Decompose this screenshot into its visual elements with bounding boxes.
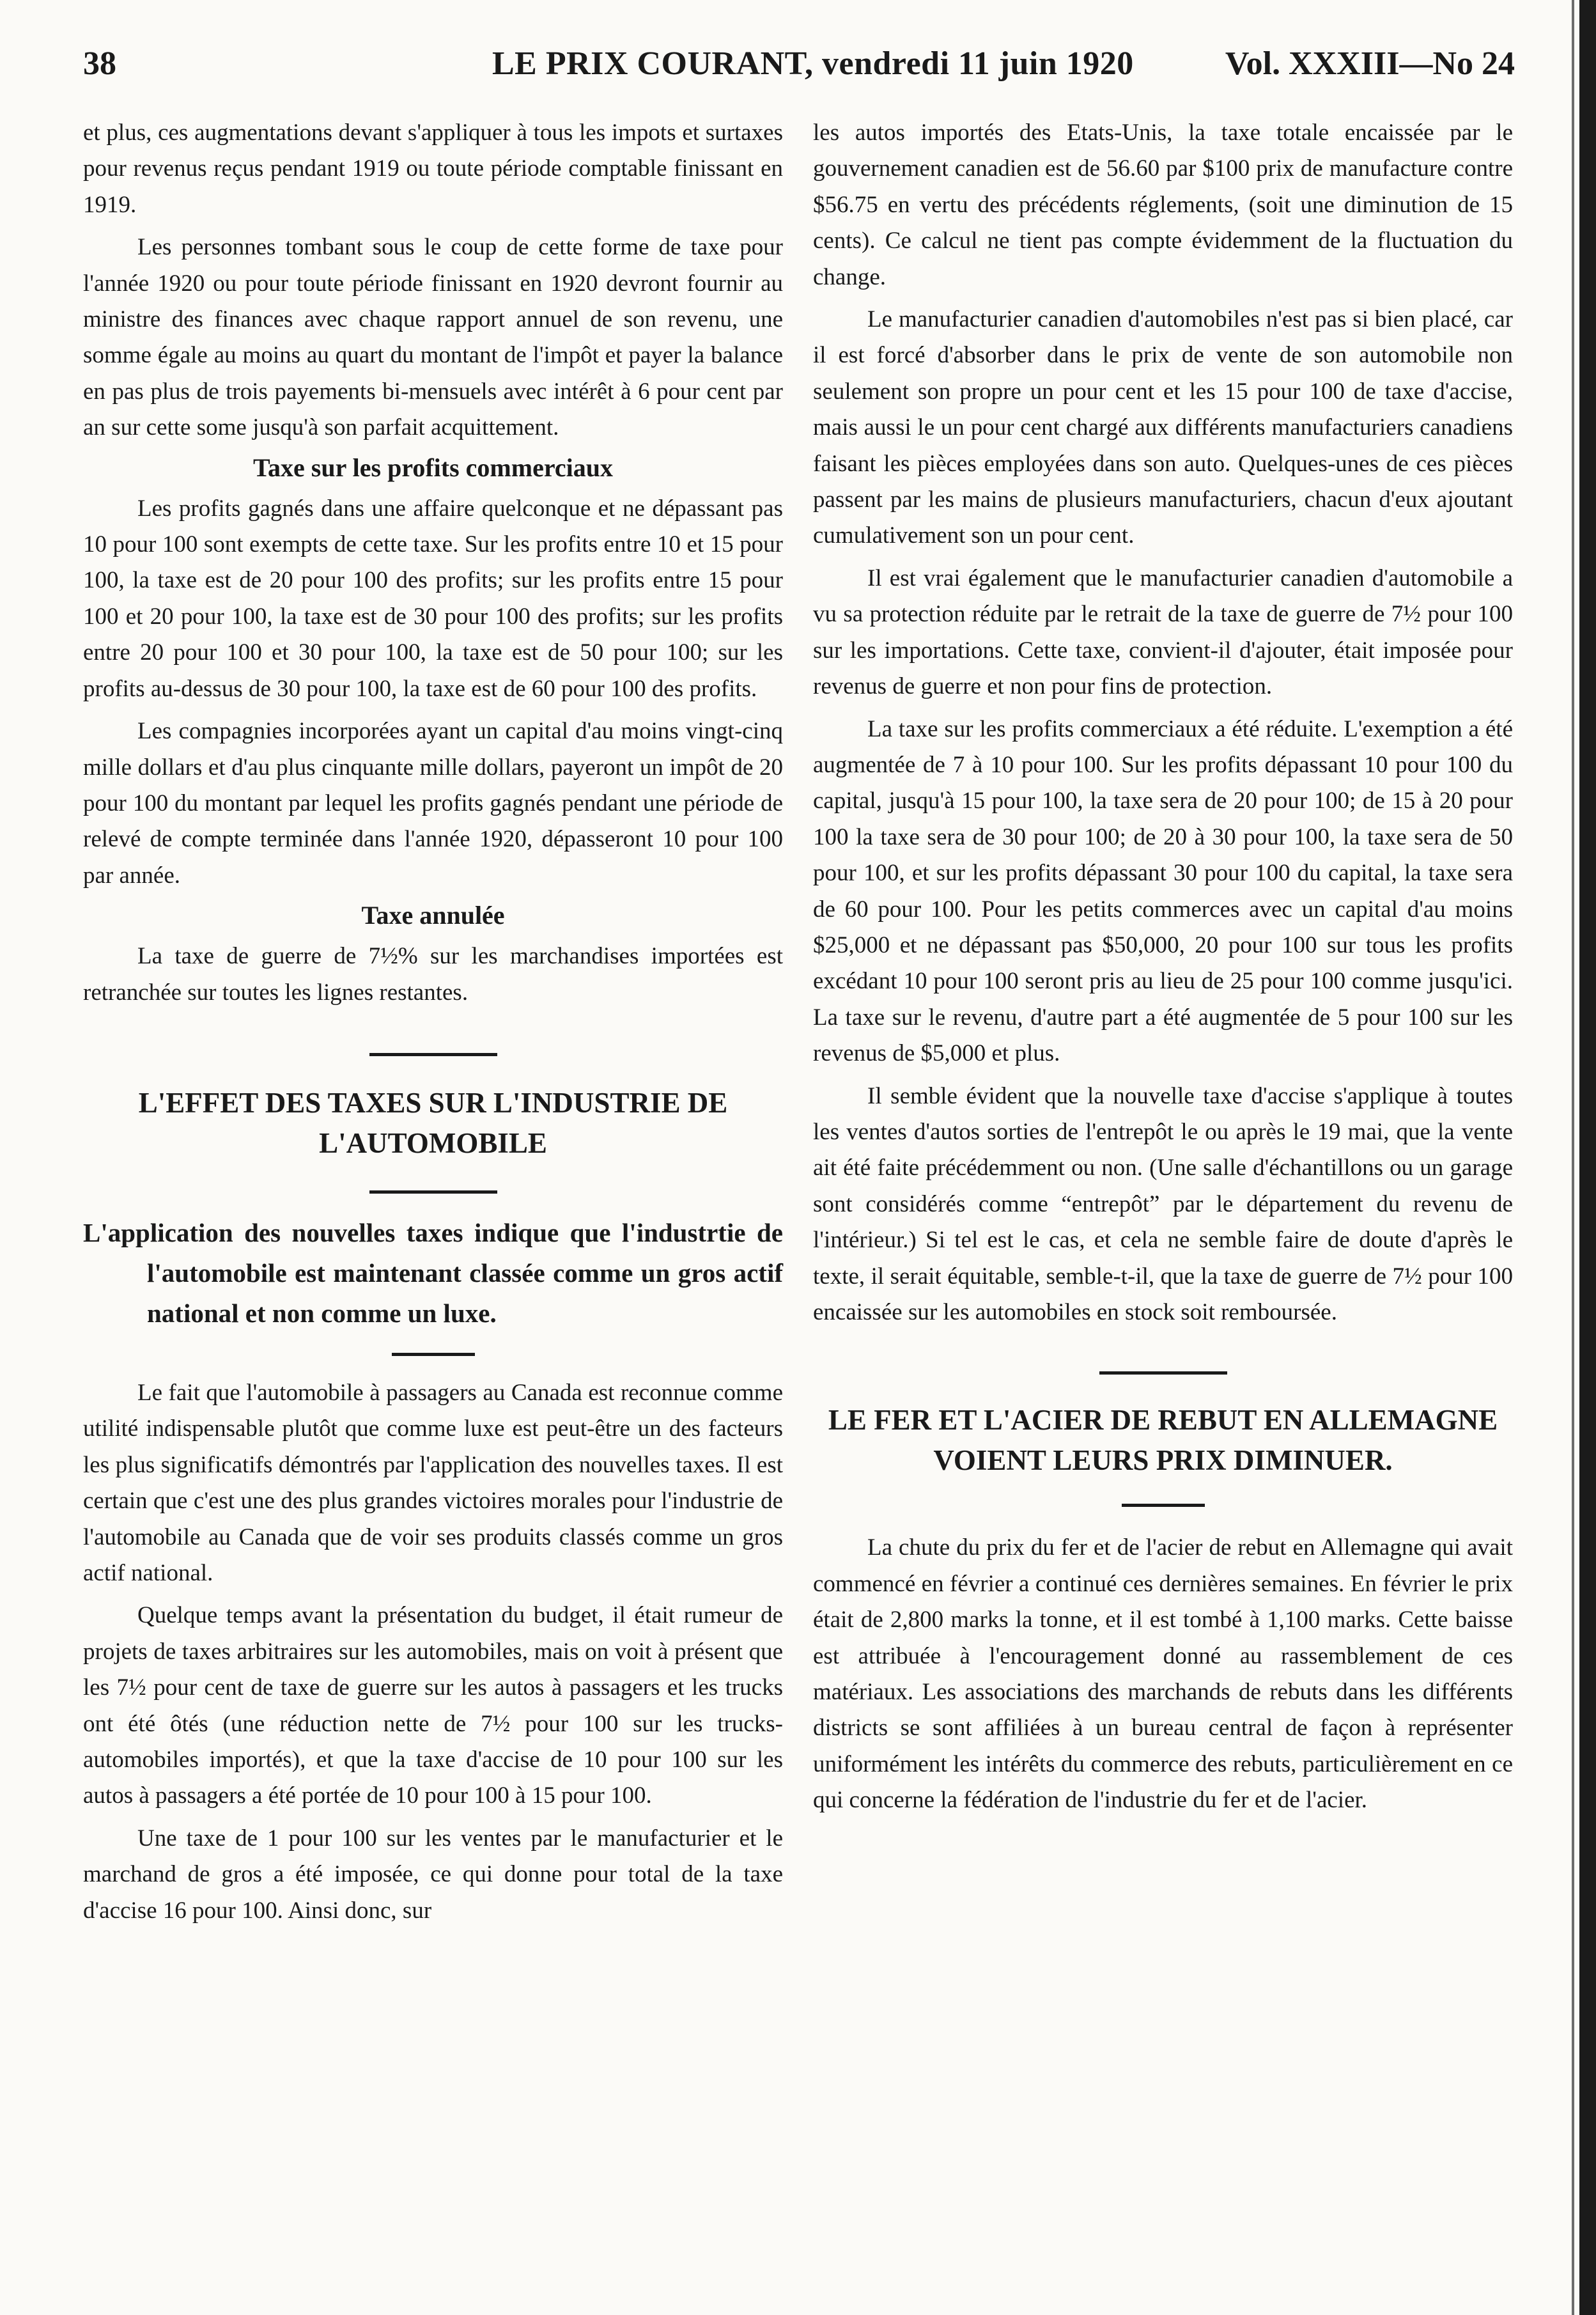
- paragraph: Il est vrai également que le manufacturier canadien d'automobile a vu sa protection réduite par le retrait de la taxe de guerre de 7½ pour 100 sur les importations. Cette taxe, convient-il d'ajouter, était imposée pour revenus de guerre et non pour fins de protection.: [813, 565, 1513, 700]
- article-title-automobile: L'EFFET DES TAXES SUR L'INDUSTRIE DE L'AUTOMOBILE: [138, 1086, 728, 1159]
- paragraph: Le manufacturier canadien d'automobiles n'est pas si bien placé, car il est forcé d'absorber dans le prix de vente de son automobile non seulement son propre un pour cent et les 15 pour 100 de taxe d'accise, mais aussi le un pour cent chargé aux différents manufacturiers canadiens faisant les pièces employées dans son auto. Quelques-unes de ces pièces passent par les mains de plusieurs manufacturiers, chacun d'eux ajoutant cumulativement son un pour cent.: [813, 306, 1513, 549]
- page-number: 38: [83, 45, 116, 82]
- page-header: [83, 45, 1515, 96]
- left-column: [83, 115, 783, 1929]
- right-column: [813, 115, 1513, 1819]
- paragraph: Les compagnies incorporées ayant un capital d'au moins vingt-cinq mille dollars et d'au plus cinquante mille dollars, payeront un impôt de 20 pour 100 du montant par lequel les profits gagnés pendant une période de relevé de compte terminée dans l'année 1920, dépasseront 10 pour 100 par année.: [83, 718, 783, 889]
- paragraph: Quelque temps avant la présentation du budget, il était rumeur de projets de taxes arbitraires sur les automobiles, mais on voit à présent que les 7½ pour cent de taxe de guerre sur les autos à passagers et les trucks ont été ôtés (une réduction nette de 7½ pour 100 sur les trucks-automobiles importés), et que la taxe d'accise de 10 pour 100 sur les autos à passagers a été portée de 10 pour 100 à 15 pour 100.: [83, 1602, 783, 1809]
- paragraph: La taxe sur les profits commerciaux a été réduite. L'exemption a été augmentée de 7 à 10 pour 100. Sur les profits dépassant 10 pour 100 du capital, jusqu'à 15 pour 100, la taxe sera de 20 pour 100; de 15 à 20 pour 100 la taxe sera de 30 pour 100; de 20 à 30 pour 100, la taxe sera de 50 pour 100, et sur les profits dépassant 30 pour 100 du capital, la taxe sera de 60 pour 100. Pour les petits commerces avec un capital d'au moins $25,000 et ne dépassant pas $50,000, 20 pour 100 sur tous les profits excédant 10 pour 100 seront pris au lieu de 25 pour 100 comme jusqu'ici. La taxe sur le revenu, d'autre part a été augmentée de 5 pour 100 sur les revenus de $5,000 et plus.: [813, 715, 1513, 1067]
- paragraph: La chute du prix du fer et de l'acier de rebut en Allemagne qui avait commencé en février a continué ces dernières semaines. En février le prix était de 2,800 marks la tonne, et il est tombé à 1,100 marks. Cette baisse est attribuée à l'encouragement donné au rassemblement de ces matériaux. Les associations des marchands de rebuts dans les différents districts se sont affiliées à un bureau central de façon à représenter uniformément les intérêts du commerce des rebuts, particulièrement en ce qui concerne la fédération de l'industrie du fer et de l'acier.: [813, 1534, 1513, 1814]
- page-edge-bar: [1579, 0, 1596, 2315]
- article-title-fer-acier: LE FER ET L'ACIER DE REBUT EN ALLEMAGNE VOIENT LEURS PRIX DIMINUER.: [828, 1404, 1498, 1477]
- newspaper-title: LE PRIX COURANT, vendredi 11 juin 1920: [492, 45, 1134, 82]
- paragraph: Les personnes tombant sous le coup de cette forme de taxe pour l'année 1920 ou pour toute période finissant en 1920 devront fournir au ministre des finances avec chaque rapport annuel de son revenu, une somme égale au moins au quart du montant de l'impôt et payer la balance en pas plus de trois payements bi-mensuels avec intérêt à 6 pour cent par an sur cette some jusqu'à son parfait acquittement.: [83, 234, 783, 441]
- volume-number: Vol. XXXIII—No 24: [1225, 45, 1515, 82]
- page-edge-line: [1572, 0, 1574, 2315]
- article-subtitle: L'application des nouvelles taxes indique que l'industrtie de l'automobile est maintenant classée comme un gros actif national et non comme un luxe.: [83, 1217, 783, 1328]
- paragraph: Les profits gagnés dans une affaire quelconque et ne dépassant pas 10 pour 100 sont exempts de cette taxe. Sur les profits entre 10 et 15 pour 100, la taxe est de 20 pour 100 des profits; sur les profits entre 15 pour 100 et 20 pour 100, la taxe est de 30 pour 100 des profits; sur les profits entre 20 pour 100 et 30 pour 100, la taxe est de 50 pour 100; sur les profits au-dessus de 30 pour 100, la taxe est de 60 pour 100 des profits.: [83, 495, 783, 702]
- paragraph: La taxe de guerre de 7½% sur les marchandises importées est retranchée sur toutes les lignes restantes.: [83, 943, 783, 1006]
- paragraph: Il semble évident que la nouvelle taxe d'accise s'applique à toutes les ventes d'autos sorties de l'entrepôt le ou après le 19 mai, que la vente ait été faite précédemment ou non. (Une salle d'échantillons ou un garage sont considérés comme “entrepôt” par le département du revenu de l'intérieur.) Si tel est le cas, et cela ne semble faire de doute d'après le texte, il serait équitable, semble-t-il, que la taxe de guerre de 7½ pour 100 encaissée sur les automobiles en stock soit remboursée.: [813, 1082, 1513, 1325]
- paragraph: Une taxe de 1 pour 100 sur les ventes par le manufacturier et le marchand de gros a été imposée, ce qui donne pour total de la taxe d'accise 16 pour 100. Ainsi donc, sur: [83, 1825, 783, 1924]
- section-heading-profits: Taxe sur les profits commerciaux: [253, 453, 613, 482]
- paragraph: les autos importés des Etats-Unis, la taxe totale encaissée par le gouvernement canadien est de 56.60 par $100 prix de manufacture contre $56.75 en vertu des précédents réglements, (soit une diminution de 15 cents). Ce calcul ne tient pas compte évidemment de la fluctuation du change.: [813, 120, 1513, 290]
- section-heading-annulee: Taxe annulée: [361, 901, 505, 930]
- paragraph: Le fait que l'automobile à passagers au Canada est reconnue comme utilité indispensable plutôt que comme luxe est peut-être un des facteurs les plus significatifs démontrés par l'application des nouvelles taxes. Il est certain que c'est une des plus grandes victoires morales pour l'industrie de l'automobile au Canada que de voir ses produits classés comme un gros actif national.: [83, 1379, 783, 1586]
- paragraph: et plus, ces augmentations devant s'appliquer à tous les impots et surtaxes pour revenus reçus pendant 1919 ou toute période comptable finissant en 1919.: [83, 120, 783, 218]
